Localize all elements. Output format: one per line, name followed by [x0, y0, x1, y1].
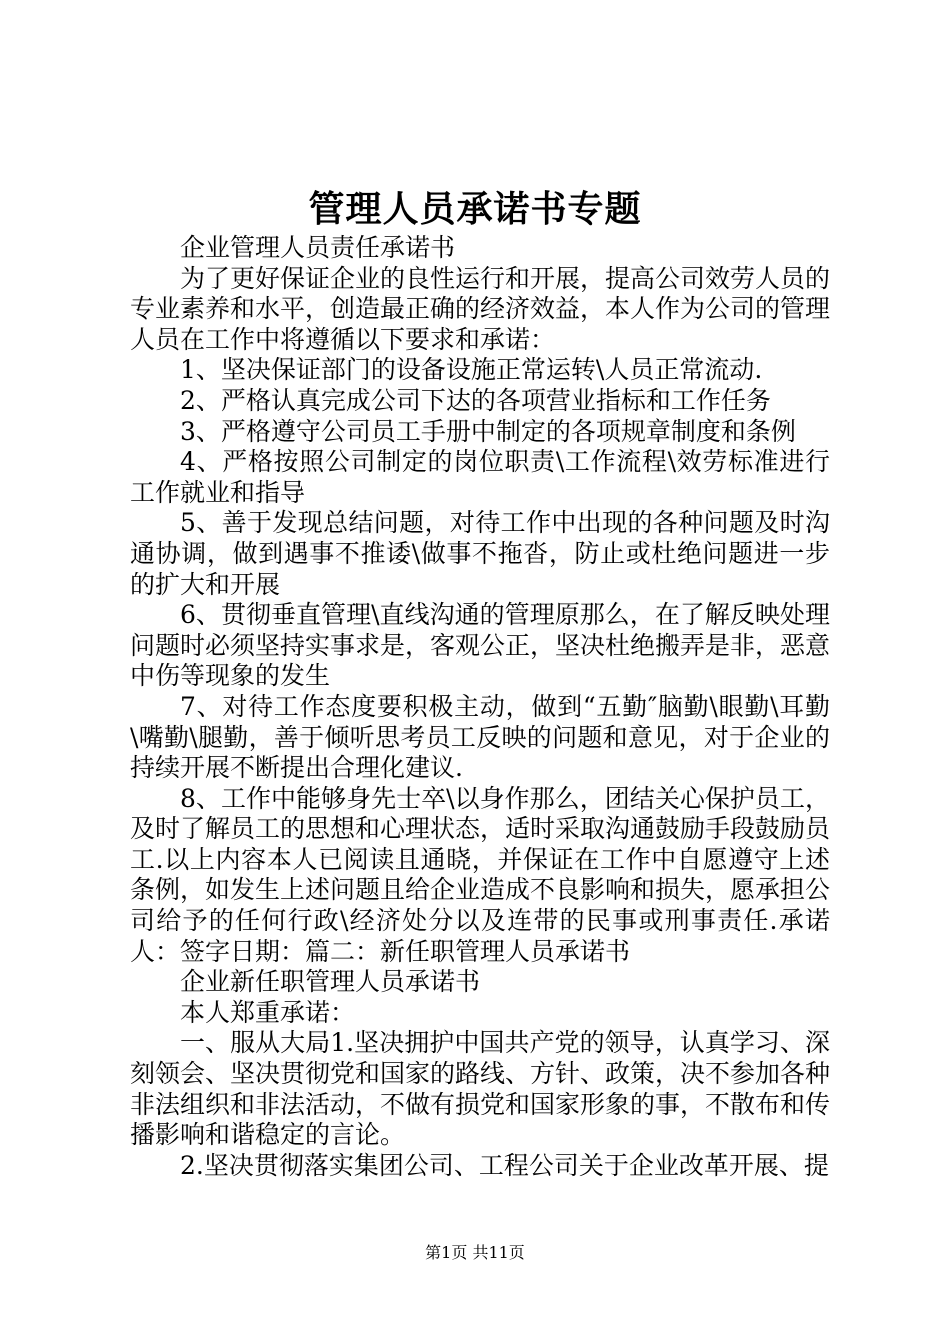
paragraph-pledge-intro: 本人郑重承诺：: [180, 997, 356, 1027]
paragraph-item-4: 4、严格按照公司制定的岗位职责\工作流程\效劳标准进行工作就业和指导: [130, 447, 830, 507]
paragraph-item-5: 5、善于发现总结问题，对待工作中出现的各种问题及时沟通协调，做到遇事不推诿\做事不拖沓，防止或杜绝问题进一步的扩大和开展: [130, 508, 830, 599]
document-body: [130, 233, 830, 1181]
paragraph-item-3: 3、严格遵守公司员工手册中制定的各项规章制度和条例: [180, 416, 796, 446]
document-title: 管理人员承诺书专题: [308, 188, 642, 230]
paragraph-section-2: 2.坚决贯彻落实集团公司、工程公司关于企业改革开展、提: [180, 1150, 829, 1180]
paragraph-item-2: 2、严格认真完成公司下达的各项营业指标和工作任务: [180, 385, 771, 415]
page-footer: 第1页 共11页: [425, 1243, 525, 1262]
paragraph-item-7: 7、对待工作态度要积极主动，做到“五勤″脑勤\眼勤\耳勤\嘴勤\腿勤，善于倾听思考员工反映的问题和意见，对于企业的持续开展不断提出合理化建议.: [130, 691, 830, 783]
paragraph-heading-1: 企业管理人员责任承诺书: [180, 233, 456, 262]
paragraph-item-6: 6、贯彻垂直管理\直线沟通的管理原那么，在了解反映处理问题时必须坚持实事求是，客观公正，坚决杜绝搬弄是非，恶意中伤等现象的发生: [130, 600, 831, 691]
paragraph-section-1: 一、服从大局1.坚决拥护中国共产党的领导，认真学习、深刻领会、坚决贯彻党和国家的路线、方针、政策，决不参加各种非法组织和非法活动，不做有损党和国家形象的事，不散布和传播影响和谐稳定的言论。: [130, 1028, 831, 1150]
paragraph-item-8: 8、工作中能够身先士卒\以身作那么，团结关心保护员工，及时了解员工的思想和心理状态，适时采取沟通鼓励手段鼓励员工.以上内容本人已阅读且通晓，并保证在工作中自愿遵守上述条例，如发生上述问题且给企业造成不良影响和损失，愿承担公司给予的任何行政\经济处分以及连带的民事或刑事责任.承诺人：签字日期：篇二：新任职管理人员承诺书: [130, 783, 831, 966]
paragraph-item-1: 1、坚决保证部门的设备设施正常运转\人员正常流动.: [180, 355, 763, 385]
paragraph-intro: 为了更好保证企业的良性运行和开展，提高公司效劳人员的专业素养和水平，创造最正确的经济效益，本人作为公司的管理人员在工作中将遵循以下要求和承诺：: [130, 263, 831, 354]
paragraph-heading-2: 企业新任职管理人员承诺书: [180, 967, 481, 997]
